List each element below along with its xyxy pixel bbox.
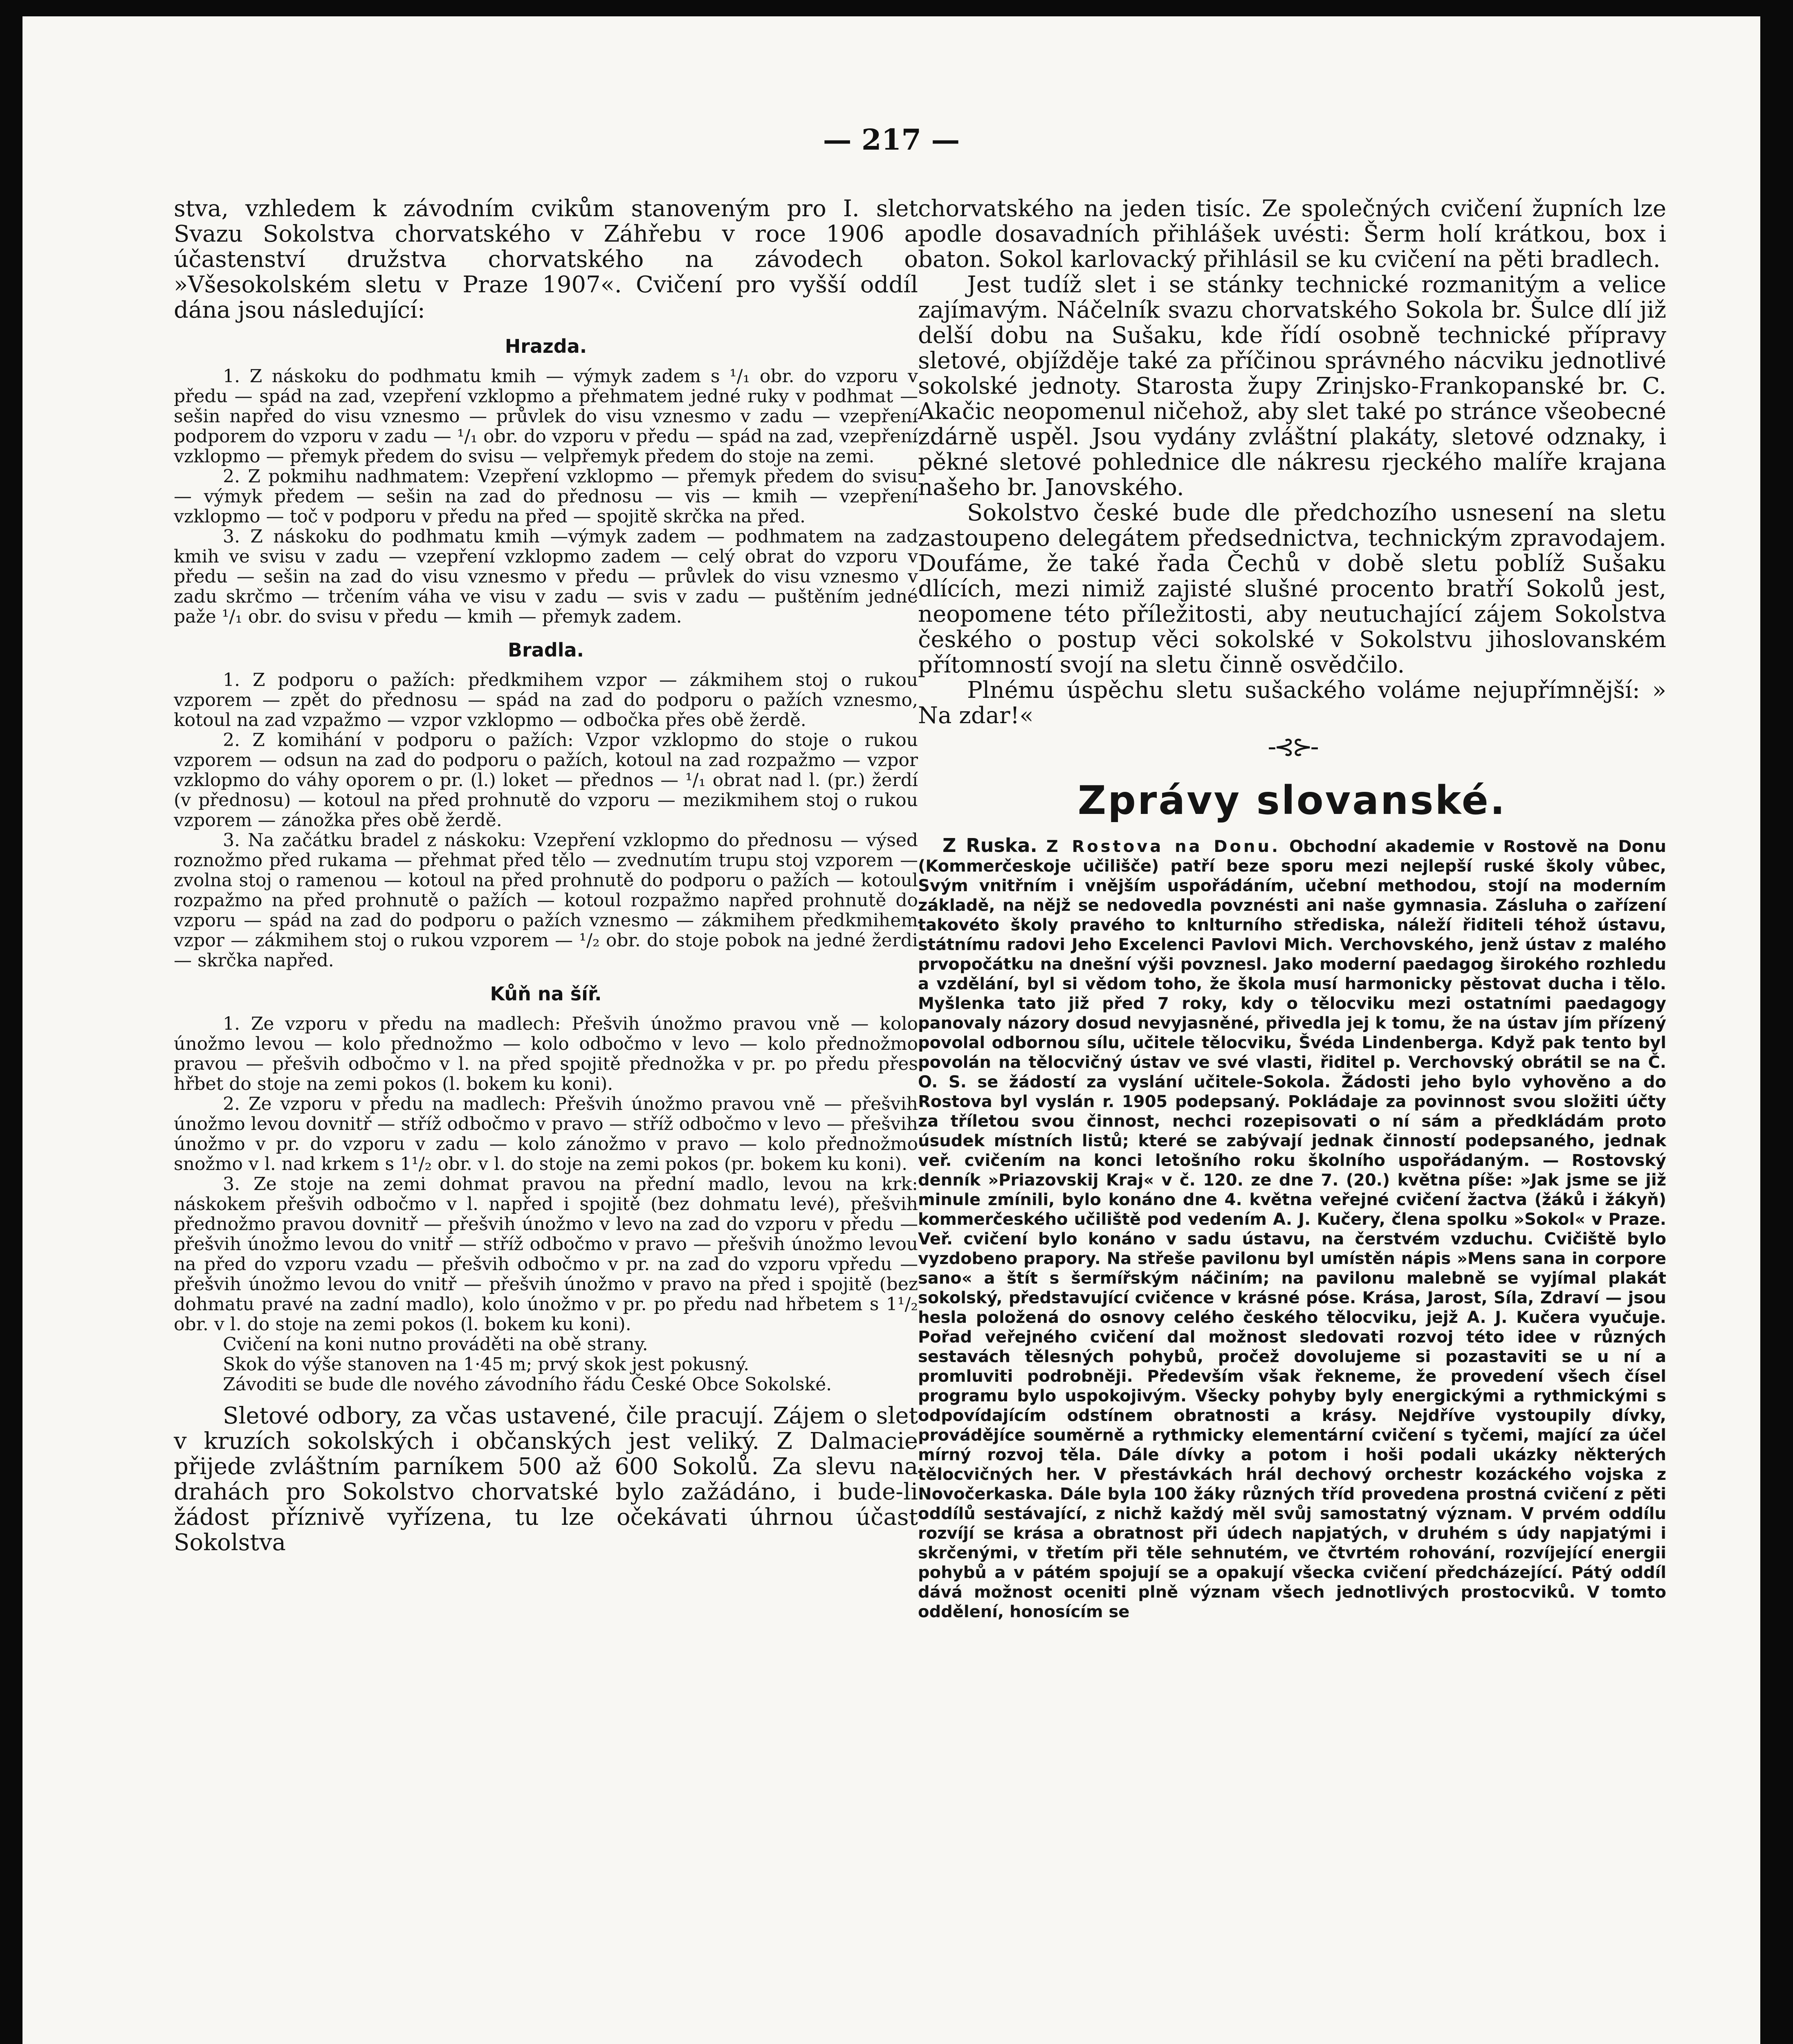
news-city: Z Rostova na Donu. — [1046, 837, 1281, 856]
news-item — [918, 836, 1666, 1622]
left-column — [174, 196, 918, 2044]
bradla-heading: Bradla. — [508, 639, 584, 661]
kun-note: Závoditi se bude dle nového závodního řádu České Obce Sokolské. — [223, 1374, 832, 1395]
hrazda-heading: Hrazda. — [505, 335, 587, 357]
ornament-divider-icon: -⊰⊱- — [1268, 733, 1317, 761]
intro-paragraph: stva, vzhledem k závodním cvikům stanoveným pro I. slet Svazu Sokolstva chorvatského v Záhřebu v roce 1906 a účastenství družstva chorvatského na závodech o »Všesokolském sletu v Praze 1907«. Cvičení pro vyšší oddíl dána jsou následující: — [174, 195, 918, 323]
news-label: Z Ruska. — [943, 834, 1037, 856]
bradla-exercise: 2. Z komihání v podporu o pažích: Vzpor vzklopmo do stoje o rukou vzporem — odsun na zad do podporu o pažích, kotoul na zad rozpažmo — vzpor vzklopmo do váhy oporem o pr. (l.) loket — přednos — ¹/₁ obrat nad l. (pr.) žerdí (v přednosu) — kotoul na před prohnutě do vzporu — mezikmihem stoj o rukou vzporem — zánožka přes obě žerdě. — [174, 730, 918, 831]
news-body: Obchodní akademie v Rostově na Donu (Kommerčeskoje učilišče) patří beze sporu mezi nejlepší ruské školy vůbec, Svým vnitřním i vnějším uspořádáním, učební methodou, stojí na moderním základě, na nějž se nedovedla povznésti ani naše gymnasia. Zásluha o zařízení takovéto školy pravého to knlturního střediska, náleží řiditeli téhož ústavu, státnímu radovi Jeho Excelenci Pavlovi Mich. Verchovského, jenž ústav z malého prvopočátku na dnešní výši povznesl. Jako moderní paedagog širokého rozhledu a vzdělání, byl si vědom toho, že škola musí harmonicky pěstovat ducha i tělo. Myšlenka tato již před 7 roky, kdy o tělocviku mezi ostatními paedagogy panovaly názory dosud nevyjasněné, přivedla jej k tomu, že na ústav jím přízený povolal odbornou sílu, učitele tělocviku, Švéda Lindenberga. Když pak tento byl povolán na tělocvičný ústav ve své vlasti, řiditel p. Verchovský obrátil se na Č. O. S. se žádostí za vyslání učitele-Sokola. Žádosti jeho bylo vyhověno a do Rostova byl vyslán r. 1905 podepsaný. Pokládaje za povinnost svou složiti účty za tříletou svou činnost, nechci rozepisovati o ní sám a předkládám proto úsudek místních listů; které se zabývají jednak činností podepsaného, jednak veř. cvičením na konci letošního roku školního uspořádaným. — Rostovský denník »Priazovskij Kraj« v č. 120. ze dne 7. (20.) května píše: »Jak jsme se již minule zmínili, bylo konáno dne 4. května veřejné cvičení žactva (žáků i žákyň) kommerčeského učiliště pod vedením A. J. Kučery, člena spolku »Sokol« v Praze. Veř. cvičení bylo konáno v sadu ústavu, na čerstvém vzduchu. Cvičiště bylo vyzdobeno prapory. Na střeše pavilonu byl umístěn nápis »Mens sana in corpore sano« a štít s šermířským náčiním; na pavilonu malebně se vyjímal plakát sokolský, představující cvičence v krásné póse. Krása, Jarost, Síla, Zdraví — jsou hesla položená do osnovy celého českého tělocviku, jejž A. J. Kučera vyučuje. Pořad veřejného cvičení dal možnost sledovati rozvoj této idee v různých sestavách tělesných pohybů, pročež dovolujeme si pozastaviti se u ní a promluviti podrobněji. Především však řekneme, že provedení všech čísel programu bylo uspokojivým. Všecky pohyby byly energickými a rythmickými s odpovídajícím odstínem obratnosti a krásy. Nejdříve vystoupily dívky, provádějíce souměrně a rythmicky elementární cvičení s tyčemi, mající za účel mírný rozvoj těla. Dále dívky a potom i hoši podali ukázky některých tělocvičných her. V přestávkách hrál dechový orchestr kozáckého vojska z Novočerkaska. Dále byla 100 žáky různých tříd provedena prostná cvičení z pěti oddílů sestávající, z nichž každý měl svůj samostatný význam. V prvém oddílu rozvíjí se krása a obratnost při údech napjatých, v druhém s údy napjatými i skrčenými, v třetím při těle sehnutém, ve čtvrtém rohování, rozvíjející energii pohybů a v pátém spojují se a opakují všecka cvičení předcházející. Pátý oddíl dává možnost oceniti plně význam všech jednotlivých prostocviků. V tomto oddělení, honosícím se — [918, 837, 1666, 1621]
hrazda-exercise: 3. Z náskoku do podhmatu kmih —výmyk zadem — podhmatem na zad kmih ve svisu v zadu — vzepření vzklopmo zadem — celý obrat do vzporu v předu — sešin na zad do visu vznesmo v předu — průvlek do visu vznesmo v zadu skrčmo — trčením váha ve visu v zadu — svis v zadu — puštěním jedné paže ¹/₁ obr. do svisu v předu — kmih — přemyk zadem. — [174, 526, 918, 627]
bradla-exercise: 3. Na začátku bradel z náskoku: Vzepření vzklopmo do přednosu — výsed roznožmo před rukama — přehmat před tělo — zvednutím trupu stoj vzporem — zvolna stoj o ramenou — kotoul na před prohnutě do podporu o pažích — kotoul rozpažmo na před prohnutě o pažích — kotoul rozpažmo napřed prohnutě do vzporu — spád na zad do podporu o pažích vznesmo — zákmihem předkmihem vzpor — zákmihem stoj o rukou vzporem — ¹/₂ obr. do stoje pobok na jedné žerdi — skrčka napřed. — [174, 830, 918, 971]
right-paragraph: Jest tudíž slet i se stánky technické rozmanitým a velice zajímavým. Náčelník svazu chorvatského Sokola br. Šulce dlí již delší dobu na Sušaku, kde řídí osobně technické přípravy sletové, objížděje také za příčinou správného nácviku jednotlivé sokolské jednoty. Starosta župy Zrinjsko-Frankopanské br. C. Akačic neopomenul ničehož, aby slet také po stránce všeobecné zdárně uspěl. Jsou vydány zvláštní plakáty, sletové odznaky, i pěkné sletové pohlednice dle nákresu rjeckého malíře krajana našeho br. Janovského. — [918, 271, 1666, 501]
bradla-exercise: 1. Z podporu o pažích: předkmihem vzpor — zákmihem stoj o rukou vzporem — zpět do přednosu — spád na zad do podporu o pažích vznesmo, kotoul na zad vzpažmo — vzpor vzklopmo — odbočka přes obě žerdě. — [174, 670, 918, 731]
page — [22, 16, 1760, 2044]
right-column — [918, 196, 1666, 2044]
hrazda-exercise: 2. Z pokmihu nadhmatem: Vzepření vzklopmo — přemyk předem do svisu — výmyk předem — sešin na zad do přednosu — vis — kmih — vzepření vzklopmo — toč v podporu v předu na před — spojitě skrčka na před. — [174, 466, 918, 527]
kun-exercise: 2. Ze vzporu v předu na madlech: Přešvih únožmo pravou vně — přešvih únožmo levou dovnitř — stříž odbočmo v pravo — stříž odbočmo v levo — přešvih únožmo v pr. do vzporu v zadu — kolo zánožmo v pravo — kolo přednožmo snožmo v l. nad krkem s 1¹/₂ obr. v l. do stoje na zemi pokos (pr. bokem ku koni). — [174, 1094, 918, 1174]
kun-note: Cvičení na koni nutno prováděti na obě strany. — [223, 1334, 648, 1355]
kun-exercise: 3. Ze stoje na zemi dohmat pravou na přední madlo, levou na krk: náskokem přešvih odbočmo v l. napřed i spojitě (bez dohmatu levé), přešvih přednožmo pravou dovnitř — přešvih únožmo v levo na zad do vzporu v předu — přešvih únožmo levou do vnitř — stříž odbočmo v pravo — přešvih únožmo levou na před do vzporu vzadu — přešvih odbočmo v pr. na zad do vzporu vpředu — přešvih únožmo levou do vnitř — přešvih únožmo v pravo na před i spojitě (bez dohmatu pravé na zadní madlo), kolo únožmo v pr. po předu nad hřbetem s 1¹/₂ obr. v l. do stoje na zemi pokos (l. bokem ku koni). — [174, 1174, 918, 1335]
kun-heading: Kůň na šíř. — [490, 983, 602, 1005]
page-number: — 217 — — [823, 123, 960, 157]
kun-exercise: 1. Ze vzporu v předu na madlech: Přešvih únožmo pravou vně — kolo únožmo levou — kolo přednožmo — kolo odbočmo v levo — kolo přednožmo pravou — přešvih odbočmo v l. na před spojitě přednožka v pr. po předu přes hřbet do stoje na zemi pokos (l. bokem ku koni). — [174, 1013, 918, 1094]
right-paragraph: Plnému úspěchu sletu sušackého voláme nejupřímnější: » Na zdar!« — [918, 677, 1666, 729]
kun-note: Skok do výše stanoven na 1·45 m; prvý skok jest pokusný. — [223, 1354, 750, 1375]
closing-paragraph: Sletové odbory, za včas ustavené, čile pracují. Zájem o slet v kruzích sokolských i občanských jest veliký. Z Dalmacie přijede zvláštním parníkem 500 až 600 Sokolů. Za slevu na drahách pro Sokolstvo chorvatské bylo zažádáno, i bude-li žádost příznivě vyřízena, tu lze očekávati úhrnou účast Sokolstva — [174, 1403, 918, 1556]
section-heading: Zprávy slovanské. — [1077, 778, 1507, 823]
right-paragraph: Sokolstvo české bude dle předchozího usnesení na sletu zastoupeno delegátem předsednictva, technickým zpravodajem. Doufáme, že také řada Čechů v době sletu poblíž Sušaku dlících, mezi nimiž zajisté slušné procento bratří Sokolů jest, neopomene této příležitosti, aby neutuchající zájem Sokolstva českého o postup věci sokolské v Sokolstvu jihoslovanském přítomností svojí na sletu činně osvědčilo. — [918, 500, 1666, 678]
right-paragraph: chorvatského na jeden tisíc. Ze společných cvičení župních lze podle dosavadních přihlášek uvésti: Šerm holí krátkou, box i baton. Sokol karlovacký přihlásil se ku cvičení na pěti bradlech. — [918, 195, 1666, 273]
hrazda-exercise: 1. Z náskoku do podhmatu kmih — výmyk zadem s ¹/₁ obr. do vzporu v předu — spád na zad, vzepření vzklopmo a přehmatem jedné ruky v podhmat — sešin napřed do visu vznesmo — průvlek do visu vznesmo v zadu — vzepření podporem do vzporu v zadu — ¹/₁ obr. do vzporu v předu — spád na zad, vzepření vzklopmo — přemyk předem do svisu — velpřemyk předem do stoje na zemi. — [174, 366, 918, 467]
